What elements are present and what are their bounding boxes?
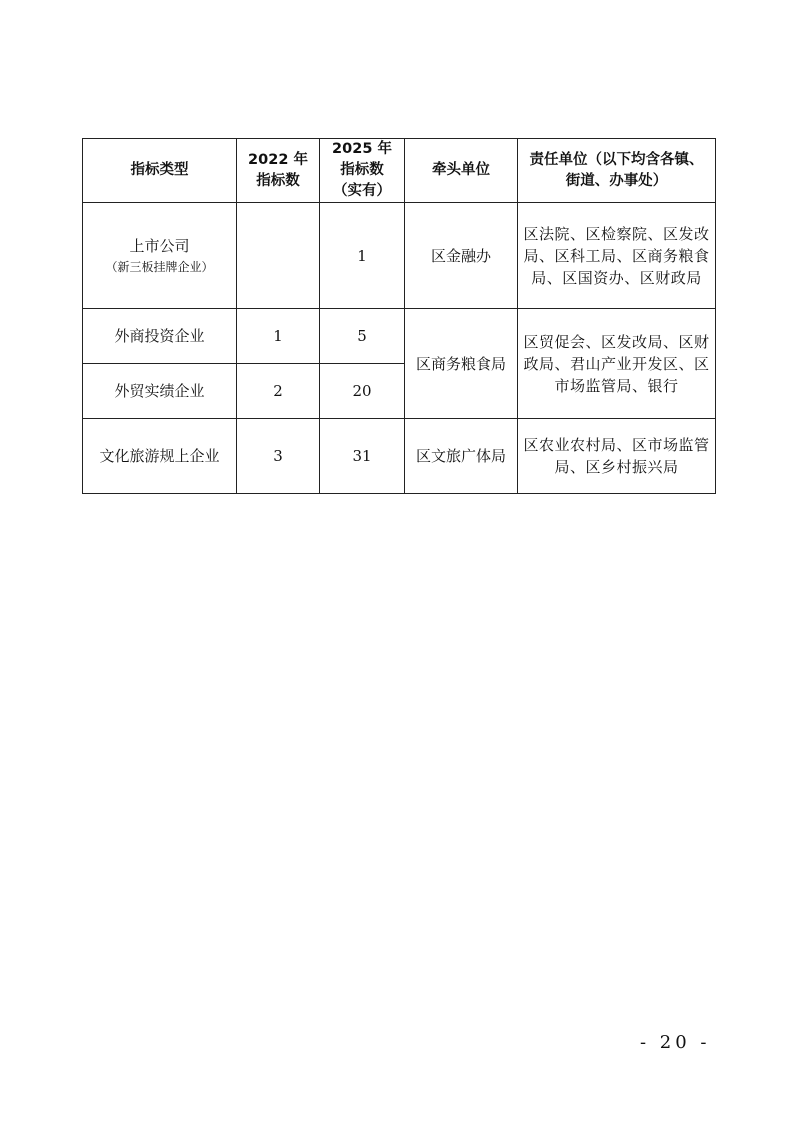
cell-2022-count: 1 [237,309,320,364]
cell-indicator-type: 外贸实绩企业 [83,364,237,419]
cell-2025-count: 5 [320,309,405,364]
header-lead-unit: 牵头单位 [405,139,518,203]
cell-lead-unit: 区金融办 [405,203,518,309]
indicator-table [82,138,716,494]
table-row [83,309,716,364]
header-indicator-type: 指标类型 [83,139,237,203]
cell-lead-unit: 区商务粮食局 [405,309,518,419]
cell-2025-count: 1 [320,203,405,309]
page-number: - 20 - [640,1032,711,1053]
cell-responsible-units: 区农业农村局、区市场监管局、区乡村振兴局 [518,419,716,494]
cell-2022-count: 2 [237,364,320,419]
table-row [83,419,716,494]
header-responsible-units: 责任单位（以下均含各镇、 街道、办事处） [518,139,716,203]
cell-2025-count: 20 [320,364,405,419]
cell-2022-count: 3 [237,419,320,494]
cell-responsible-units: 区法院、区检察院、区发改局、区科工局、区商务粮食局、区国资办、区财政局 [518,203,716,309]
cell-indicator-type: 文化旅游规上企业 [83,419,237,494]
table-header-row [83,139,716,203]
cell-2022-count [237,203,320,309]
cell-indicator-subtype: （新三板挂牌企业） [105,259,214,274]
cell-lead-unit: 区文旅广体局 [405,419,518,494]
cell-2025-count: 31 [320,419,405,494]
table-row [83,203,716,309]
header-2025-count: 2025 年 指标数 （实有） [320,139,405,203]
cell-responsible-units: 区贸促会、区发改局、区财政局、君山产业开发区、区市场监管局、银行 [518,309,716,419]
cell-indicator-type: 外商投资企业 [83,309,237,364]
cell-indicator-type: 上市公司 （新三板挂牌企业） [83,203,237,309]
header-2022-count: 2022 年 指标数 [237,139,320,203]
